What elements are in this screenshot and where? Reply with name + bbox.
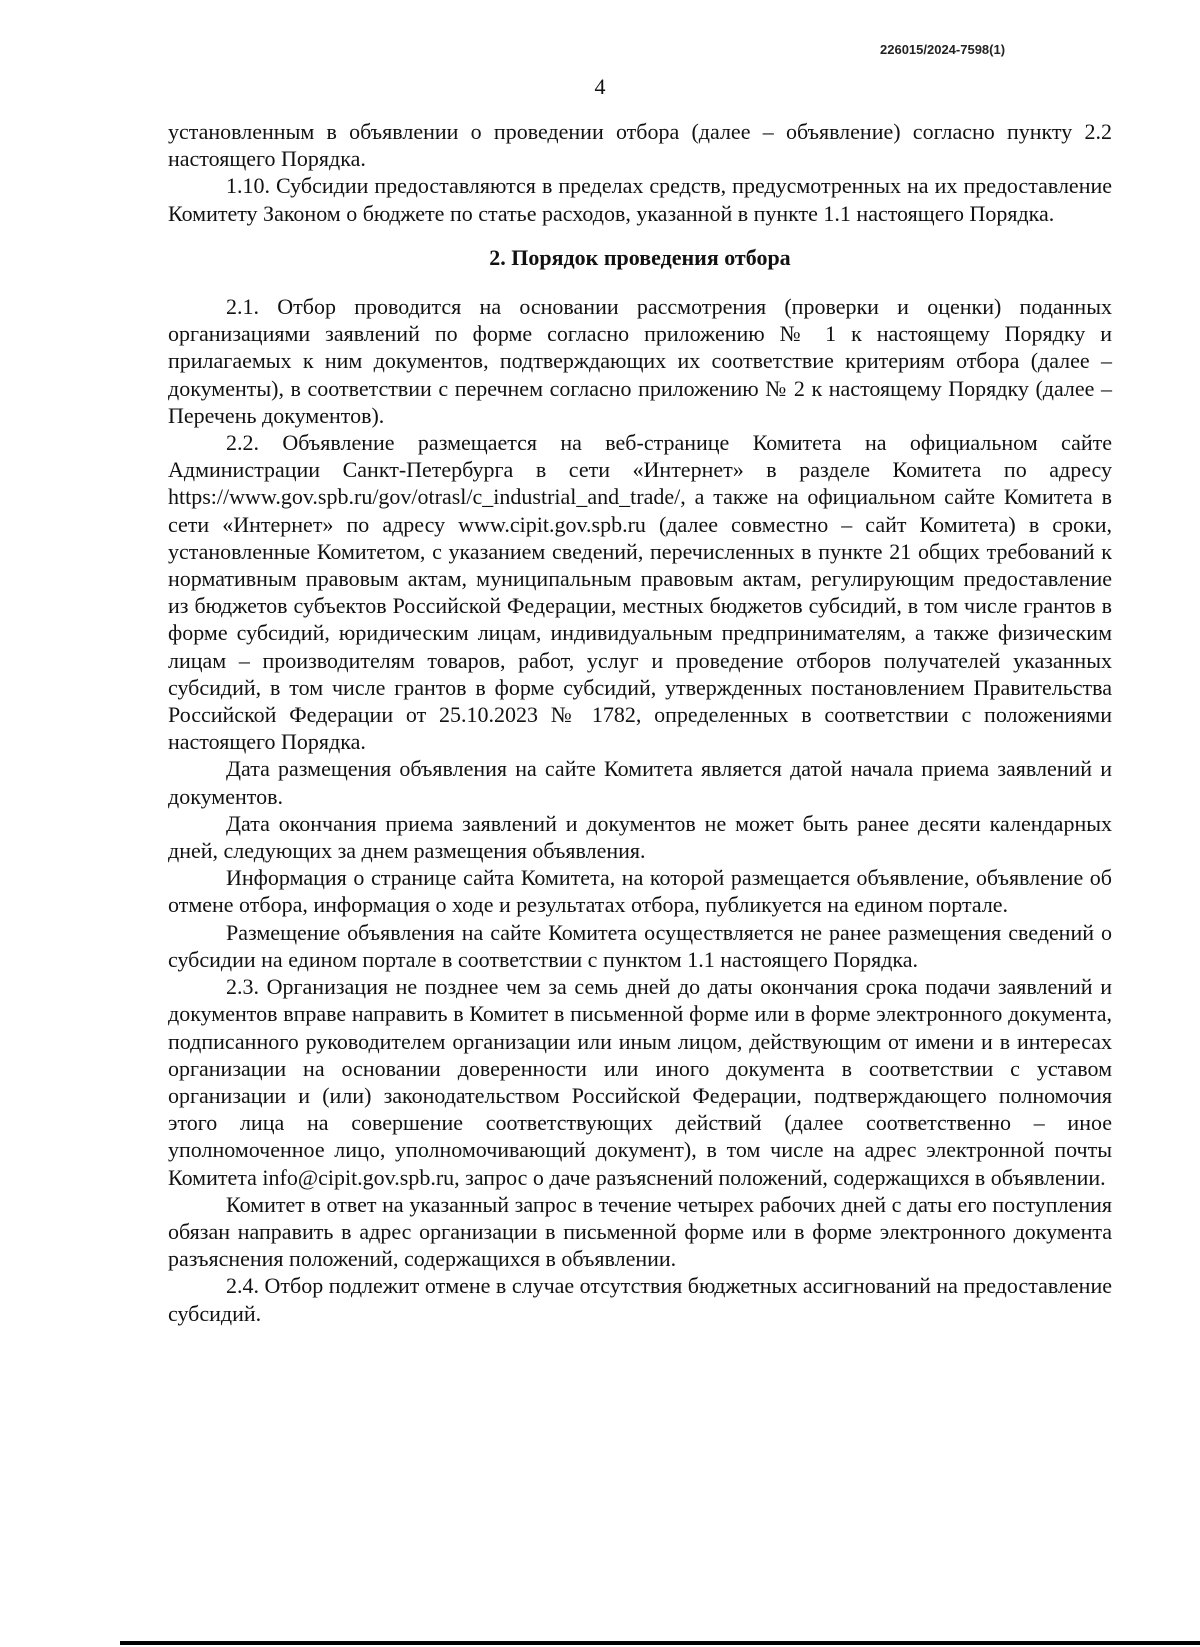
paragraph-announcement-date: Дата размещения объявления на сайте Комитета является датой начала приема заявлений и документов.	[168, 756, 1112, 809]
document-registration-number: 226015/2024-7598(1)	[880, 42, 1006, 57]
page-number: 4	[594, 74, 606, 99]
document-body	[168, 118, 1112, 1327]
paragraph-committee-response: Комитет в ответ на указанный запрос в течение четырех рабочих дней с даты его поступления обязан направить в адрес организации в письменной форме или в форме электронного документа разъяснения положений, содержащихся в объявлении.	[168, 1191, 1112, 1272]
paragraph-placement: Размещение объявления на сайте Комитета осуществляется не ранее размещения сведений о субсидии на едином портале в соответствии с пунктом 1.1 настоящего Порядка.	[168, 919, 1112, 972]
scan-bottom-edge	[120, 1641, 1200, 1645]
paragraph-2-2: 2.2. Объявление размещается на веб-странице Комитета на официальном сайте Администрации Санкт-Петербурга в сети «Интернет» в разделе Комитета по адресу https://www.gov.spb.ru/gov/otrasl/c_industrial_and_trade/, а также на официальном сайте Комитета в сети «Интернет» по адресу www.cipit.gov.spb.ru (далее совместно – сайт Комитета) в сроки, установленные Комитетом, с указанием сведений, перечисленных в пункте 21 общих требований к нормативным правовым актам, муниципальным правовым актам, регулирующим предоставление из бюджетов субъектов Российской Федерации, местных бюджетов субсидий, в том числе грантов в форме субсидий, юридическим лицам, индивидуальным предпринимателям, а также физическим лицам – производителям товаров, работ, услуг и проведение отборов получателей указанных субсидий, в том числе грантов в форме субсидий, утвержденных постановлением Правительства Российской Федерации от 25.10.2023 № 1782, определенных в соответствии с положениями настоящего Порядка.	[168, 430, 1112, 755]
paragraph-portal-info: Информация о странице сайта Комитета, на которой размещается объявление, объявление об отмене отбора, информация о ходе и результатах отбора, публикуется на едином портале.	[168, 865, 1112, 918]
paragraph-1-10: 1.10. Субсидии предоставляются в пределах средств, предусмотренных на их предоставление Комитету Законом о бюджете по статье расходов, указанной в пункте 1.1 настоящего Порядка.	[168, 173, 1112, 226]
section-heading: 2. Порядок проведения отбора	[489, 244, 791, 270]
paragraph-2-3: 2.3. Организация не позднее чем за семь дней до даты окончания срока подачи заявлений и документов вправе направить в Комитет в письменной форме или в форме электронного документа, подписанного руководителем организации или иным лицом, действующим от имени и в интересах организации на основании доверенности или иного документа в соответствии с уставом организации и (или) законодательством Российской Федерации, подтверждающего полномочия этого лица на совершение соответствующих действий (далее соответственно – иное уполномоченное лицо, уполномочивающий документ), в том числе на адрес электронной почты Комитета info@cipit.gov.spb.ru, запрос о даче разъяснений положений, содержащихся в объявлении.	[168, 974, 1112, 1190]
paragraph-continuation: установленным в объявлении о проведении отбора (далее – объявление) согласно пункту 2.2 настоящего Порядка.	[168, 119, 1112, 172]
paragraph-2-1: 2.1. Отбор проводится на основании рассмотрения (проверки и оценки) поданных организациями заявлений по форме согласно приложению № 1 к настоящему Порядку и прилагаемых к ним документов, подтверждающих их соответствие критериям отбора (далее – документы), в соответствии с перечнем согласно приложению № 2 к настоящему Порядку (далее – Перечень документов).	[168, 294, 1112, 428]
paragraph-2-4: 2.4. Отбор подлежит отмене в случае отсутствия бюджетных ассигнований на предоставление субсидий.	[168, 1273, 1112, 1326]
paragraph-end-date: Дата окончания приема заявлений и документов не может быть ранее десяти календарных дней, следующих за днем размещения объявления.	[168, 810, 1112, 864]
